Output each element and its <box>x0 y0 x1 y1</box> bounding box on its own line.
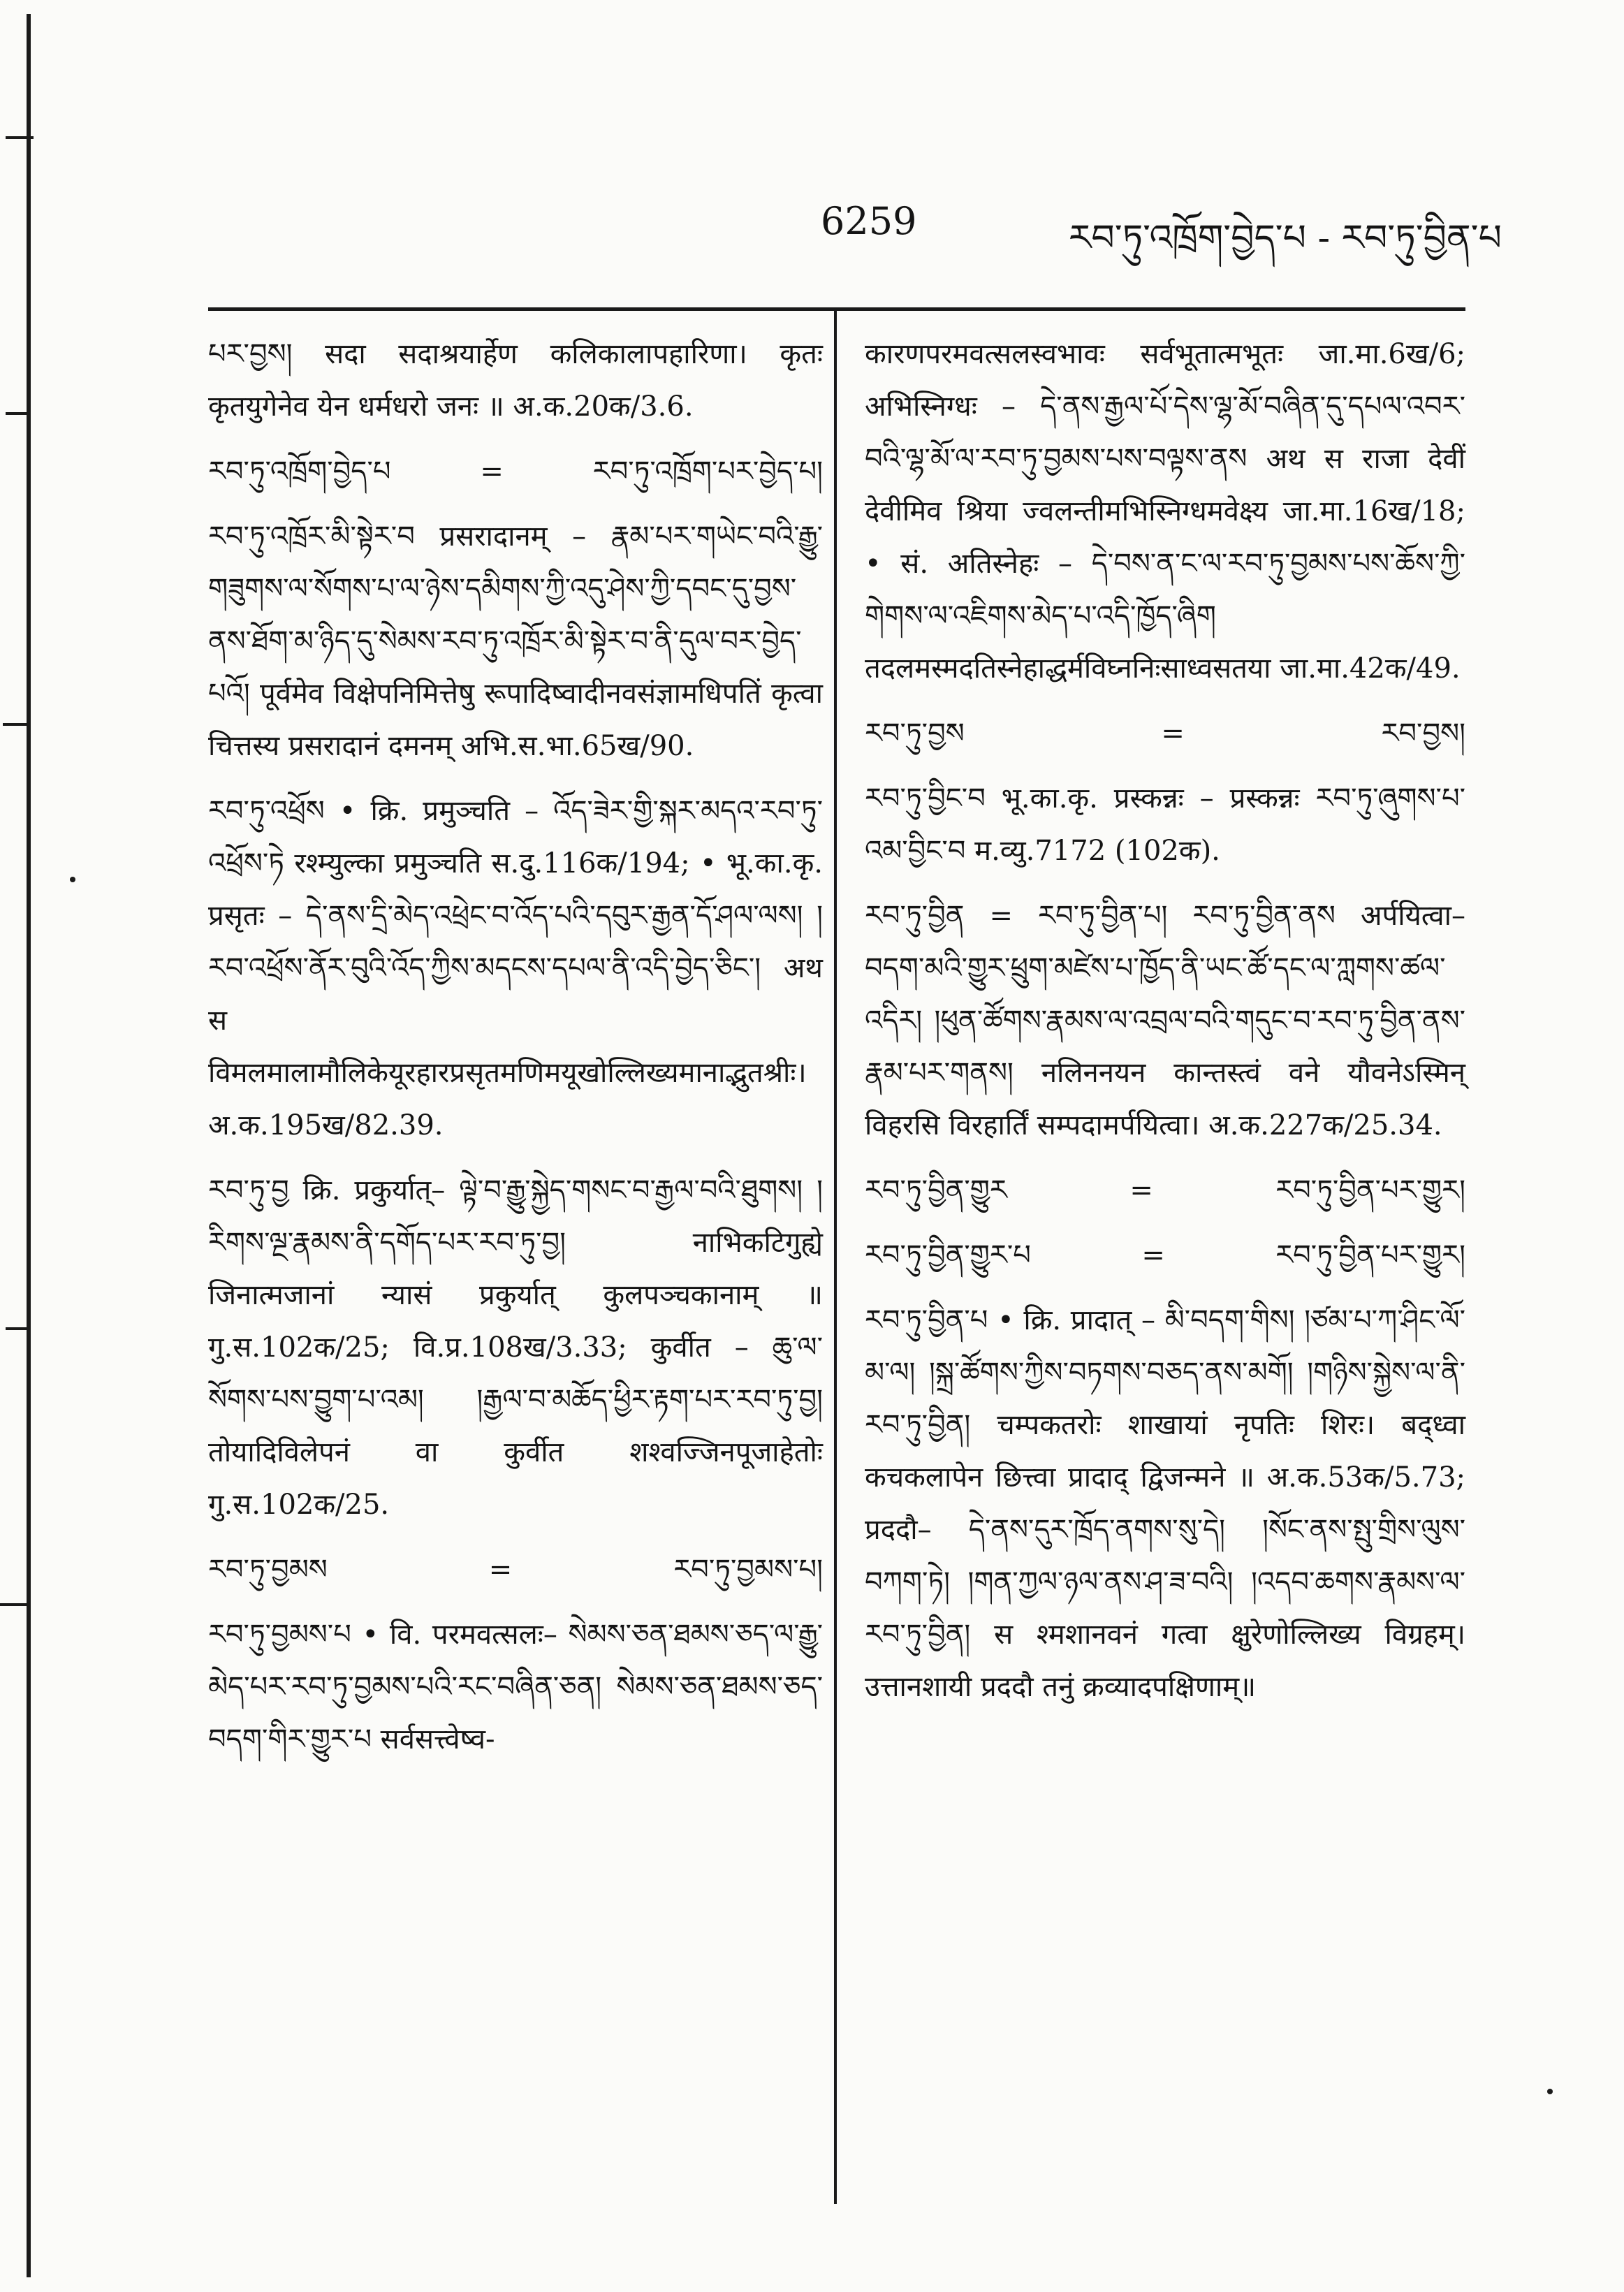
xref-target: རབ་བྱས། <box>1381 717 1465 750</box>
xref-equals: = <box>488 1554 513 1586</box>
left-column <box>208 328 823 1779</box>
binding-edge-mark <box>6 1327 28 1330</box>
dictionary-entry: རབ་ཏུ་བྱིན = རབ་ཏུ་བྱིན་པ། རབ་ཏུ་བྱིན་ནས अर्पयित्वा– བདག་མའི་གྱུར་ཕྲུག་མཛེས་པ་ཁྱོད་ནི་ཡང་ཚོ་དང་ལ་ཀླགས་ཚལ་འདིར། །ཕུན་ཚོགས་རྣམས་ལ་འབྲལ་བའི་གདུང་བ་རབ་ཏུ་བྱིན་ནས་རྣམ་པར་གནས། नलिननयन कान्तस्त्वं वने यौवनेऽस्मिन् विहरसि विरहार्तिं सम्पदामर्पयित्वा। अ.क.227क/25.34. <box>865 900 1465 1141</box>
xref-equals: = <box>480 455 504 488</box>
running-head: རབ་ཏུ་འཁྲོག་བྱེད་པ - རབ་ཏུ་བྱིན་པ <box>1069 217 1502 259</box>
page-number: 6259 <box>821 199 917 243</box>
dictionary-entry: རབ་ཏུ་བྱམས་པ • वि. परमवत्सलः– སེམས་ཅན་ཐམས་ཅད་ལ་རྒྱུ་མེད་པར་རབ་ཏུ་བྱམས་པའི་རང་བཞིན་ཅན། སེམས་ཅན་ཐམས་ཅད་བདག་གིར་གྱུར་པ सर्वसत्त्वेष्व- <box>208 1619 823 1756</box>
binding-edge-mark <box>6 136 34 139</box>
dictionary-entry: རབ་ཏུ་བྱིང་བ भू.का.कृ. प्रस्कन्नः – प्रस्कन्नः རབ་ཏུ་ཞུགས་པ་འམ་བྱིང་བ म.व्यु.7172 (102क). <box>865 782 1465 867</box>
cross-reference-entry <box>865 708 1465 760</box>
xref-target: རབ་ཏུ་བྱིན་པར་གྱུར། <box>1275 1239 1465 1271</box>
xref-target: རབ་ཏུ་འཁྲོག་པར་བྱེད་པ། <box>592 455 823 488</box>
binding-edge-mark <box>6 412 28 415</box>
dictionary-entry: རབ་ཏུ་འཕྲོས • क्रि. प्रमुञ्चति – འོད་ཟེར་གྱི་སྐར་མདའ་རབ་ཏུ་འཕྲོས་ཏེ रश्म्युल्का प्रमुञ्चति स.दु.116क/194; • भू.का.कृ. प्रसृतः – དེ་ནས་དྲི་མེད་འཕྲེང་བ་འོད་པའི་དབུར་རྒྱན་དོ་ཤལ་ལས། །རབ་འཕྲོས་ནོར་བུའི་འོད་ཀྱིས་མདངས་དཔལ་ནི་འདི་བྱེད་ཅིང་། अथ स विमलमालामौलिकेयूरहारप्रसृतमणिमयूखोल्लिख्यमानाद्भुतश्रीः। अ.क.195ख/82.39. <box>208 795 823 1141</box>
scan-speck <box>70 877 75 882</box>
xref-equals: = <box>1161 717 1185 750</box>
xref-headword: རབ་ཏུ་བྱིན་གྱུར་པ <box>865 1239 1031 1271</box>
cross-reference-entry <box>208 1544 823 1596</box>
xref-equals: = <box>1141 1239 1165 1271</box>
entry-text: कारणपरमवत्सलस्वभावः सर्वभूतात्मभूतः जा.मा.6ख/6; अभिस्निग्धः – དེ་ནས་རྒྱལ་པོ་དེས་ལྷ་མོ་བཞིན་དུ་དཔལ་འབར་བའི་ལྷ་མོ་ལ་རབ་ཏུ་བྱམས་པས་བལྟས་ནས अथ स राजा देवीं देवीमिव श्रिया ज्वलन्तीमभिस्निग्धमवेक्ष्य जा.मा.16ख/18; • सं. अतिस्नेहः – དེ་བས་ན་ང་ལ་རབ་ཏུ་བྱམས་པས་ཆོས་ཀྱི་གེགས་ལ་འཇིགས་མེད་པ་འདི་ཁྱོད་ཞིག तदलमस्मदतिस्नेहाद्धर्मविघ्ननिःसाध्वसतया जा.मा.42क/49. <box>865 338 1465 685</box>
header-rule <box>208 307 1465 311</box>
scan-speck <box>1547 2089 1553 2094</box>
xref-equals: = <box>1129 1174 1153 1206</box>
cross-reference-entry <box>865 1165 1465 1217</box>
binding-edge-mark <box>0 1603 31 1606</box>
binding-edge-line <box>27 14 31 2277</box>
entry-text: པར་བྱས། सदा सदाश्रयार्हेण कलिकालापहारिणा। कृतः कृतयुगेनेव येन धर्मधरो जनः ॥ अ.क.20क/3.6. <box>208 338 823 423</box>
dictionary-entry: རབ་ཏུ་བྱ क्रि. प्रकुर्यात्– ལྟེ་བ་རྒྱུ་སྐྱེད་གསང་བ་རྒྱལ་བའི་ཐུགས། །རིགས་ལྔ་རྣམས་ནི་དགོད་པར་རབ་ཏུ་བྱ། नाभिकटिगुह्ये जिनात्मजानां न्यासं प्रकुर्यात् कुलपञ्चकानाम् ॥ गु.स.102क/25; वि.प्र.108ख/3.33; कुर्वीत – ཆུ་ལ་སོགས་པས་བྱུག་པ་འམ། །རྒྱལ་བ་མཆོད་ཕྱིར་རྟག་པར་རབ་ཏུ་བྱ། तोयादिविलेपनं वा कुर्वीत शश्वज्जिनपूजाहेतोः गु.स.102क/25. <box>208 1174 823 1521</box>
binding-edge-mark <box>3 723 31 726</box>
xref-headword: རབ་ཏུ་འཁྲོག་བྱེད་པ <box>208 455 391 488</box>
dictionary-entry: རབ་ཏུ་བྱིན་པ • क्रि. प्रादात् – མི་བདག་གིས། །ཙམ་པ་ཀ་ཤིང་ལོ་མ་ལ། །སྐྲ་ཚོགས་ཀྱིས་བཏགས་བཅད་ནས་མགོ། །གཉིས་སྐྱེས་ལ་ནི་རབ་ཏུ་བྱིན། चम्पकतरोः शाखायां नृपतिः शिरः। बद्ध्वा कचकलापेन छित्त्वा प्रादाद् द्विजन्मने ॥ अ.क.53क/5.73; प्रददौ– དེ་ནས་དུར་ཁྲོད་ནགས་སུ་དེ། །སོང་ནས་སྤུ་གྲིས་ལུས་བཀག་ཏེ། །གན་ཀྱལ་ཉལ་ནས་ཤ་ཟ་བའི། །འདབ་ཆགས་རྣམས་ལ་རབ་ཏུ་བྱིན། स श्मशानवनं गत्वा क्षुरेणोल्लिख्य विग्रहम्। उत्तानशायी प्रददौ तनुं क्रव्यादपक्षिणाम्॥ <box>865 1304 1465 1703</box>
xref-headword: རབ་ཏུ་བྱས <box>865 717 965 750</box>
right-column <box>865 328 1465 1726</box>
xref-target: རབ་ཏུ་བྱིན་པར་གྱུར། <box>1275 1174 1465 1206</box>
cross-reference-entry <box>865 1229 1465 1282</box>
column-divider <box>834 311 837 2204</box>
xref-headword: རབ་ཏུ་བྱམས <box>208 1554 328 1586</box>
xref-headword: རབ་ཏུ་བྱིན་གྱུར <box>865 1174 1007 1206</box>
cross-reference-entry <box>208 446 823 498</box>
dictionary-entry: རབ་ཏུ་འཁྲོར་མི་སྟེར་བ प्रसरादानम् – རྣམ་པར་གཡེང་བའི་རྒྱུ་གཟུགས་ལ་སོགས་པ་ལ་ཉེས་དམིགས་ཀྱི་འདུ་ཤེས་ཀྱི་དབང་དུ་བྱས་ནས་ཐོག་མ་ཉིད་དུ་སེམས་རབ་ཏུ་འཁྲོར་མི་སྟེར་བ་ནི་དུལ་བར་བྱེད་པའོ། पूर्वमेव विक्षेपनिमित्तेषु रूपादिष्वादीनवसंज्ञामधिपतिं कृत्वा चित्तस्य प्रसरादानं दमनम् अभि.स.भा.65ख/90. <box>208 520 823 762</box>
xref-target: རབ་ཏུ་བྱམས་པ། <box>673 1554 823 1586</box>
